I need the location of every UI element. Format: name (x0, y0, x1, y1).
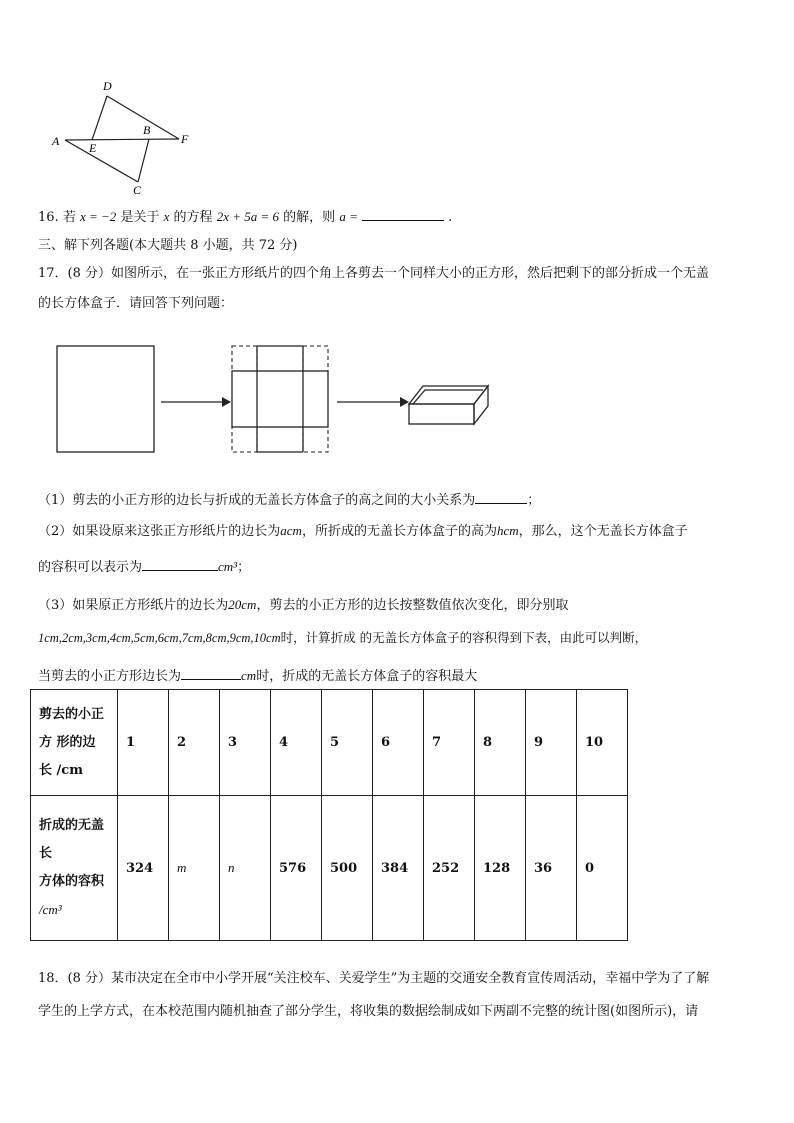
q17-size-list: 1cm,2cm,3cm,4cm,5cm,6cm,7cm,8cm,9cm,10cm (38, 631, 281, 645)
row-header-volume: 折成的无盖 长 方体的容积 /cm³ (31, 796, 118, 941)
q17-part-3-unit: cm (241, 668, 257, 683)
q17-part-3-line-2 (38, 628, 647, 646)
row-header-side-length: 剪去的小正 方 形的边 长 /cm (31, 690, 118, 796)
q18-line-2: 学生的上学方式，在本校范围内随机抽查了部分学生，将收集的数据绘制成如下两副不完整的统计图(如图所示)，请 (38, 1004, 699, 1019)
table-row-side-length (31, 690, 628, 796)
table-cell: 252 (424, 796, 475, 941)
table-cell: 3 (220, 690, 271, 796)
q17-part-3-text-c: 时，计算折成 的无盖长方体盒子的容积得到下表，由此可以判断， (280, 630, 648, 645)
arrow-2-head (400, 397, 409, 407)
q17-part-1 (38, 489, 540, 508)
q17-part-2-text-a: （2）如果设原来这张正方形纸片的边长为 (38, 524, 281, 539)
q17-part-2-blank (142, 558, 218, 571)
table-cell: 128 (475, 796, 526, 941)
q16-eq-1: x = −2 (79, 209, 117, 224)
q17-part-2-text-b: ，所折成的无盖长方体盒子的高为 (301, 524, 497, 539)
q17-part-2-unit: cm³ (218, 559, 238, 574)
q16-answer-blank (362, 208, 444, 221)
q17-part-3-text-d: 当剪去的小正方形边长为 (38, 669, 182, 684)
table-cell: 7 (424, 690, 475, 796)
table-cell: 576 (271, 796, 322, 941)
table-cell: 500 (322, 796, 373, 941)
q17-part-2-line-2 (38, 556, 250, 575)
table-cell: m (169, 796, 220, 941)
table-cell: 9 (526, 690, 577, 796)
q17-part-2-line-1 (38, 520, 688, 539)
q17-var-hcm: hcm (496, 523, 519, 538)
table-cell: 8 (475, 690, 526, 796)
cut-paper-center (232, 371, 328, 427)
q16-eq-2: 2x + 5a = 6 (216, 209, 280, 224)
line-ac (65, 140, 138, 182)
box-folding-diagram (50, 340, 500, 460)
table-cell: 2 (169, 690, 220, 796)
q17-part-3-blank (181, 667, 241, 680)
triangle-figure (45, 75, 205, 200)
q17-line-1: 17．(8 分）如图所示，在一张正方形纸片的四个角上各剪去一个同样大小的正方形，然后把剩下的部分折成一个无盖 (38, 266, 710, 281)
q16-text-1: 若 (62, 210, 76, 225)
q17-part-3-text-e: 时，折成的无盖长方体盒子的容积最大 (256, 669, 478, 684)
label-f: F (181, 132, 189, 146)
q17-part-3-line-3 (38, 665, 477, 684)
table-cell: 10 (577, 690, 628, 796)
q18-line-1: 18．(8 分）某市决定在全市中小学开展“关注校车、关爱学生”为主题的交通安全教育宣传周活动，幸福中学为了了解 (38, 971, 710, 986)
line-de (92, 96, 107, 140)
box-front (409, 404, 474, 424)
volume-table (30, 689, 628, 941)
q16-number: 16. (38, 210, 59, 225)
label-b: B (143, 123, 151, 137)
q16-var: x (163, 209, 170, 224)
table-row-volume (31, 796, 628, 941)
q17-part-3-line-1 (38, 594, 568, 613)
q17-var-acm: acm (280, 523, 302, 538)
line-bc (138, 139, 149, 182)
q17-part-2-text-d: 的容积可以表示为 (38, 560, 143, 575)
label-e: E (89, 141, 97, 155)
table-cell: 324 (118, 796, 169, 941)
q17-part-2-end: ； (237, 560, 251, 575)
q16-end: . (448, 210, 453, 225)
q17-part-1-end: ； (527, 493, 541, 508)
q17-part-1-text: （1）剪去的小正方形的边长与折成的无盖长方体盒子的高之间的大小关系为 (38, 493, 476, 508)
box-side (474, 386, 488, 424)
arrow-1-head (222, 397, 231, 407)
table-cell: 384 (373, 796, 424, 941)
label-d: D (103, 79, 112, 93)
table-cell: 0 (577, 796, 628, 941)
label-a: A (52, 134, 60, 148)
q16-eq-3: a = (339, 209, 358, 224)
q17-line-2: 的长方体盒子．请回答下列问题： (38, 296, 234, 311)
q17-part-1-blank (475, 491, 527, 504)
question-16 (38, 206, 452, 225)
table-cell: 4 (271, 690, 322, 796)
q16-text-4: 的解，则 (283, 210, 336, 225)
q17-part-3-text-a: （3）如果原正方形纸片的边长为 (38, 598, 229, 613)
table-cell: 5 (322, 690, 373, 796)
table-cell: 6 (373, 690, 424, 796)
cut-corners (232, 346, 328, 452)
table-cell: n (220, 796, 271, 941)
q17-part-2-text-c: ，那么，这个无盖长方体盒子 (518, 524, 688, 539)
q17-var-20cm: 20cm (228, 597, 257, 612)
label-c: C (133, 183, 142, 197)
square-paper (57, 346, 154, 452)
section-3-heading: 三、解下列各题(本大题共 8 小题，共 72 分) (38, 238, 298, 253)
q16-text-2: 是关于 (120, 210, 160, 225)
table-cell: 1 (118, 690, 169, 796)
q16-text-3: 的方程 (173, 210, 213, 225)
table-cell: 36 (526, 796, 577, 941)
q17-part-3-text-b: ，剪去的小正方形的边长按整数值依次变化，即分别取 (256, 598, 569, 613)
line-af (65, 139, 179, 140)
